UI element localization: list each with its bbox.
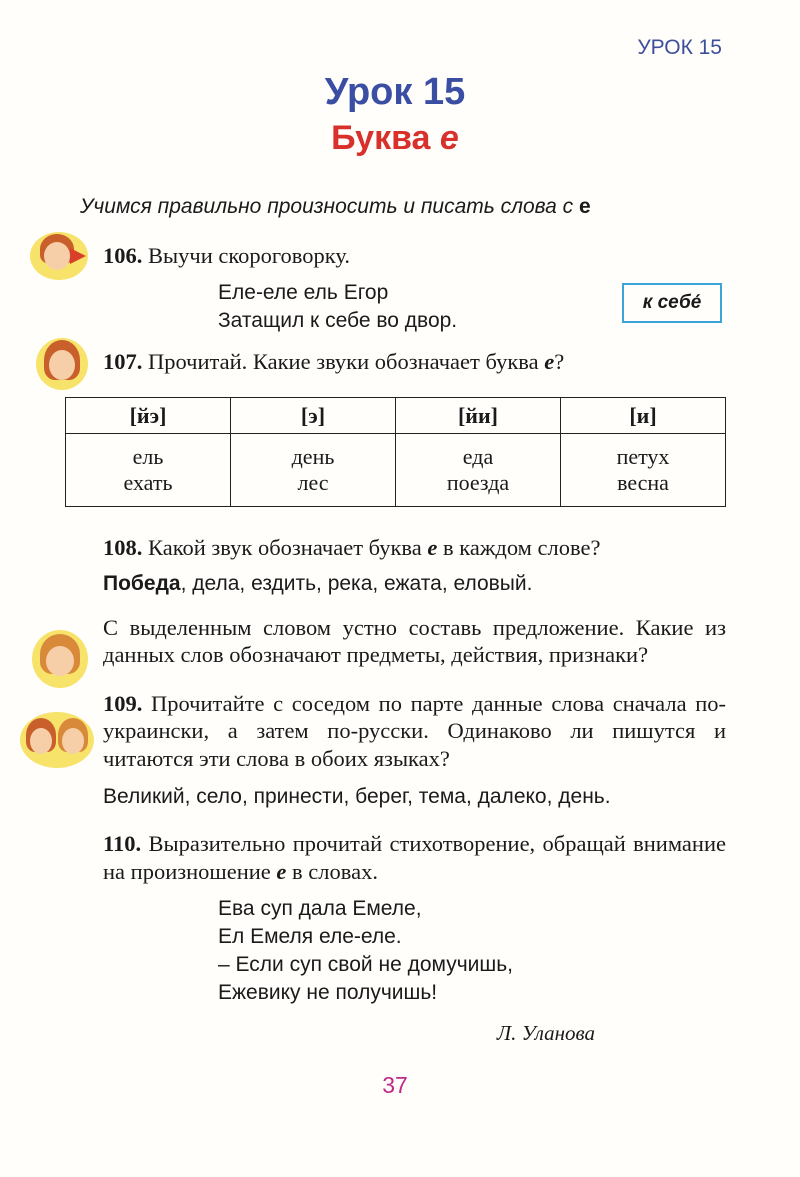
tongue-twister [218, 279, 800, 335]
poem-line: Ел Емеля еле-еле. [218, 925, 402, 948]
lesson-title: Урок 15 [324, 71, 466, 113]
exercise-text-end: в каждом слове? [437, 535, 601, 560]
exercise-text: Прочитайте с соседом по парте данные слова сначала по-украински, а затем по-русски. Одинаково ли пишутся и читаются эти слова в обоих языках? [103, 690, 726, 771]
words: , дела, ездить, река, ежата, еловый. [180, 571, 533, 595]
poem-line: Ежевику не получишь! [218, 981, 438, 1004]
cell-word: весна [617, 470, 669, 495]
poem-line: – Если суп свой не домучишь, [218, 953, 513, 976]
exercise-text: Выучи скороговорку. [142, 243, 351, 268]
exercise-108-task: С выделенным словом устно составь предложение. Какие из данных слов обозначают предметы, действия, признаки? [103, 614, 726, 667]
table-header: [и] [561, 398, 726, 434]
exercise-106 [103, 242, 726, 270]
exercise-number: 108. [103, 535, 143, 560]
table-cell [66, 434, 231, 507]
sounds-table [65, 397, 726, 507]
table-header: [йи] [396, 398, 561, 434]
exercise-text: Прочитай. Какие звуки обозначает буква [142, 348, 545, 374]
exercise-number: 109. [103, 690, 143, 716]
cell-word: лес [297, 470, 329, 495]
exercise-110 [103, 830, 726, 885]
table-row [66, 434, 726, 507]
letter-e: е [544, 348, 555, 374]
table-cell [561, 434, 726, 507]
cell-word: ехать [123, 470, 173, 495]
vocabulary-box: к себе́ [622, 283, 722, 323]
table-header: [э] [231, 398, 396, 434]
exercise-text-end: в словах. [286, 858, 378, 884]
subtitle-letter: е [439, 119, 459, 157]
intro-letter: е [579, 195, 591, 218]
lesson-intro [80, 193, 800, 221]
table-header-row [66, 398, 726, 434]
poem-author: Л. Уланова [496, 1021, 595, 1045]
cell-word: ель [132, 444, 164, 469]
letter-e: е [276, 858, 287, 884]
poem-line: Ева суп дала Емеле, [218, 897, 422, 920]
exercise-text-end: ? [554, 348, 565, 374]
running-header: УРОК 15 [637, 36, 722, 59]
letter-e: е [427, 535, 438, 560]
cell-word: петух [616, 444, 670, 469]
intro-text: Учимся правильно произносить и писать слова с [80, 195, 580, 218]
tongue-twister-line: Еле-еле ель Егор [218, 280, 389, 304]
table-cell [231, 434, 396, 507]
word-list: Великий, село, принести, берег, тема, далеко, день. [103, 785, 611, 808]
exercise-text: Какой звук обозначает буква [142, 535, 428, 560]
word-list [103, 570, 726, 598]
exercise-text: Выразительно прочитай стихотворение, обращай внимание на произношение [103, 831, 726, 884]
exercise-number: 106. [103, 243, 143, 268]
page-number: 37 [382, 1072, 408, 1098]
cell-word: еда [462, 444, 494, 469]
poem [218, 895, 800, 1007]
table-cell [396, 434, 561, 507]
tongue-twister-line: Затащил к себе во двор. [218, 308, 458, 332]
exercise-108 [103, 534, 726, 562]
subtitle-text: Буква [331, 119, 440, 157]
exercise-number: 110. [103, 831, 142, 856]
table-header: [йэ] [66, 398, 231, 434]
exercise-109 [103, 690, 726, 773]
highlighted-word: Победа [103, 571, 181, 595]
exercise-number: 107. [103, 348, 143, 374]
cell-word: поезда [446, 470, 510, 495]
exercise-107 [103, 348, 726, 376]
cell-word: день [291, 444, 335, 469]
